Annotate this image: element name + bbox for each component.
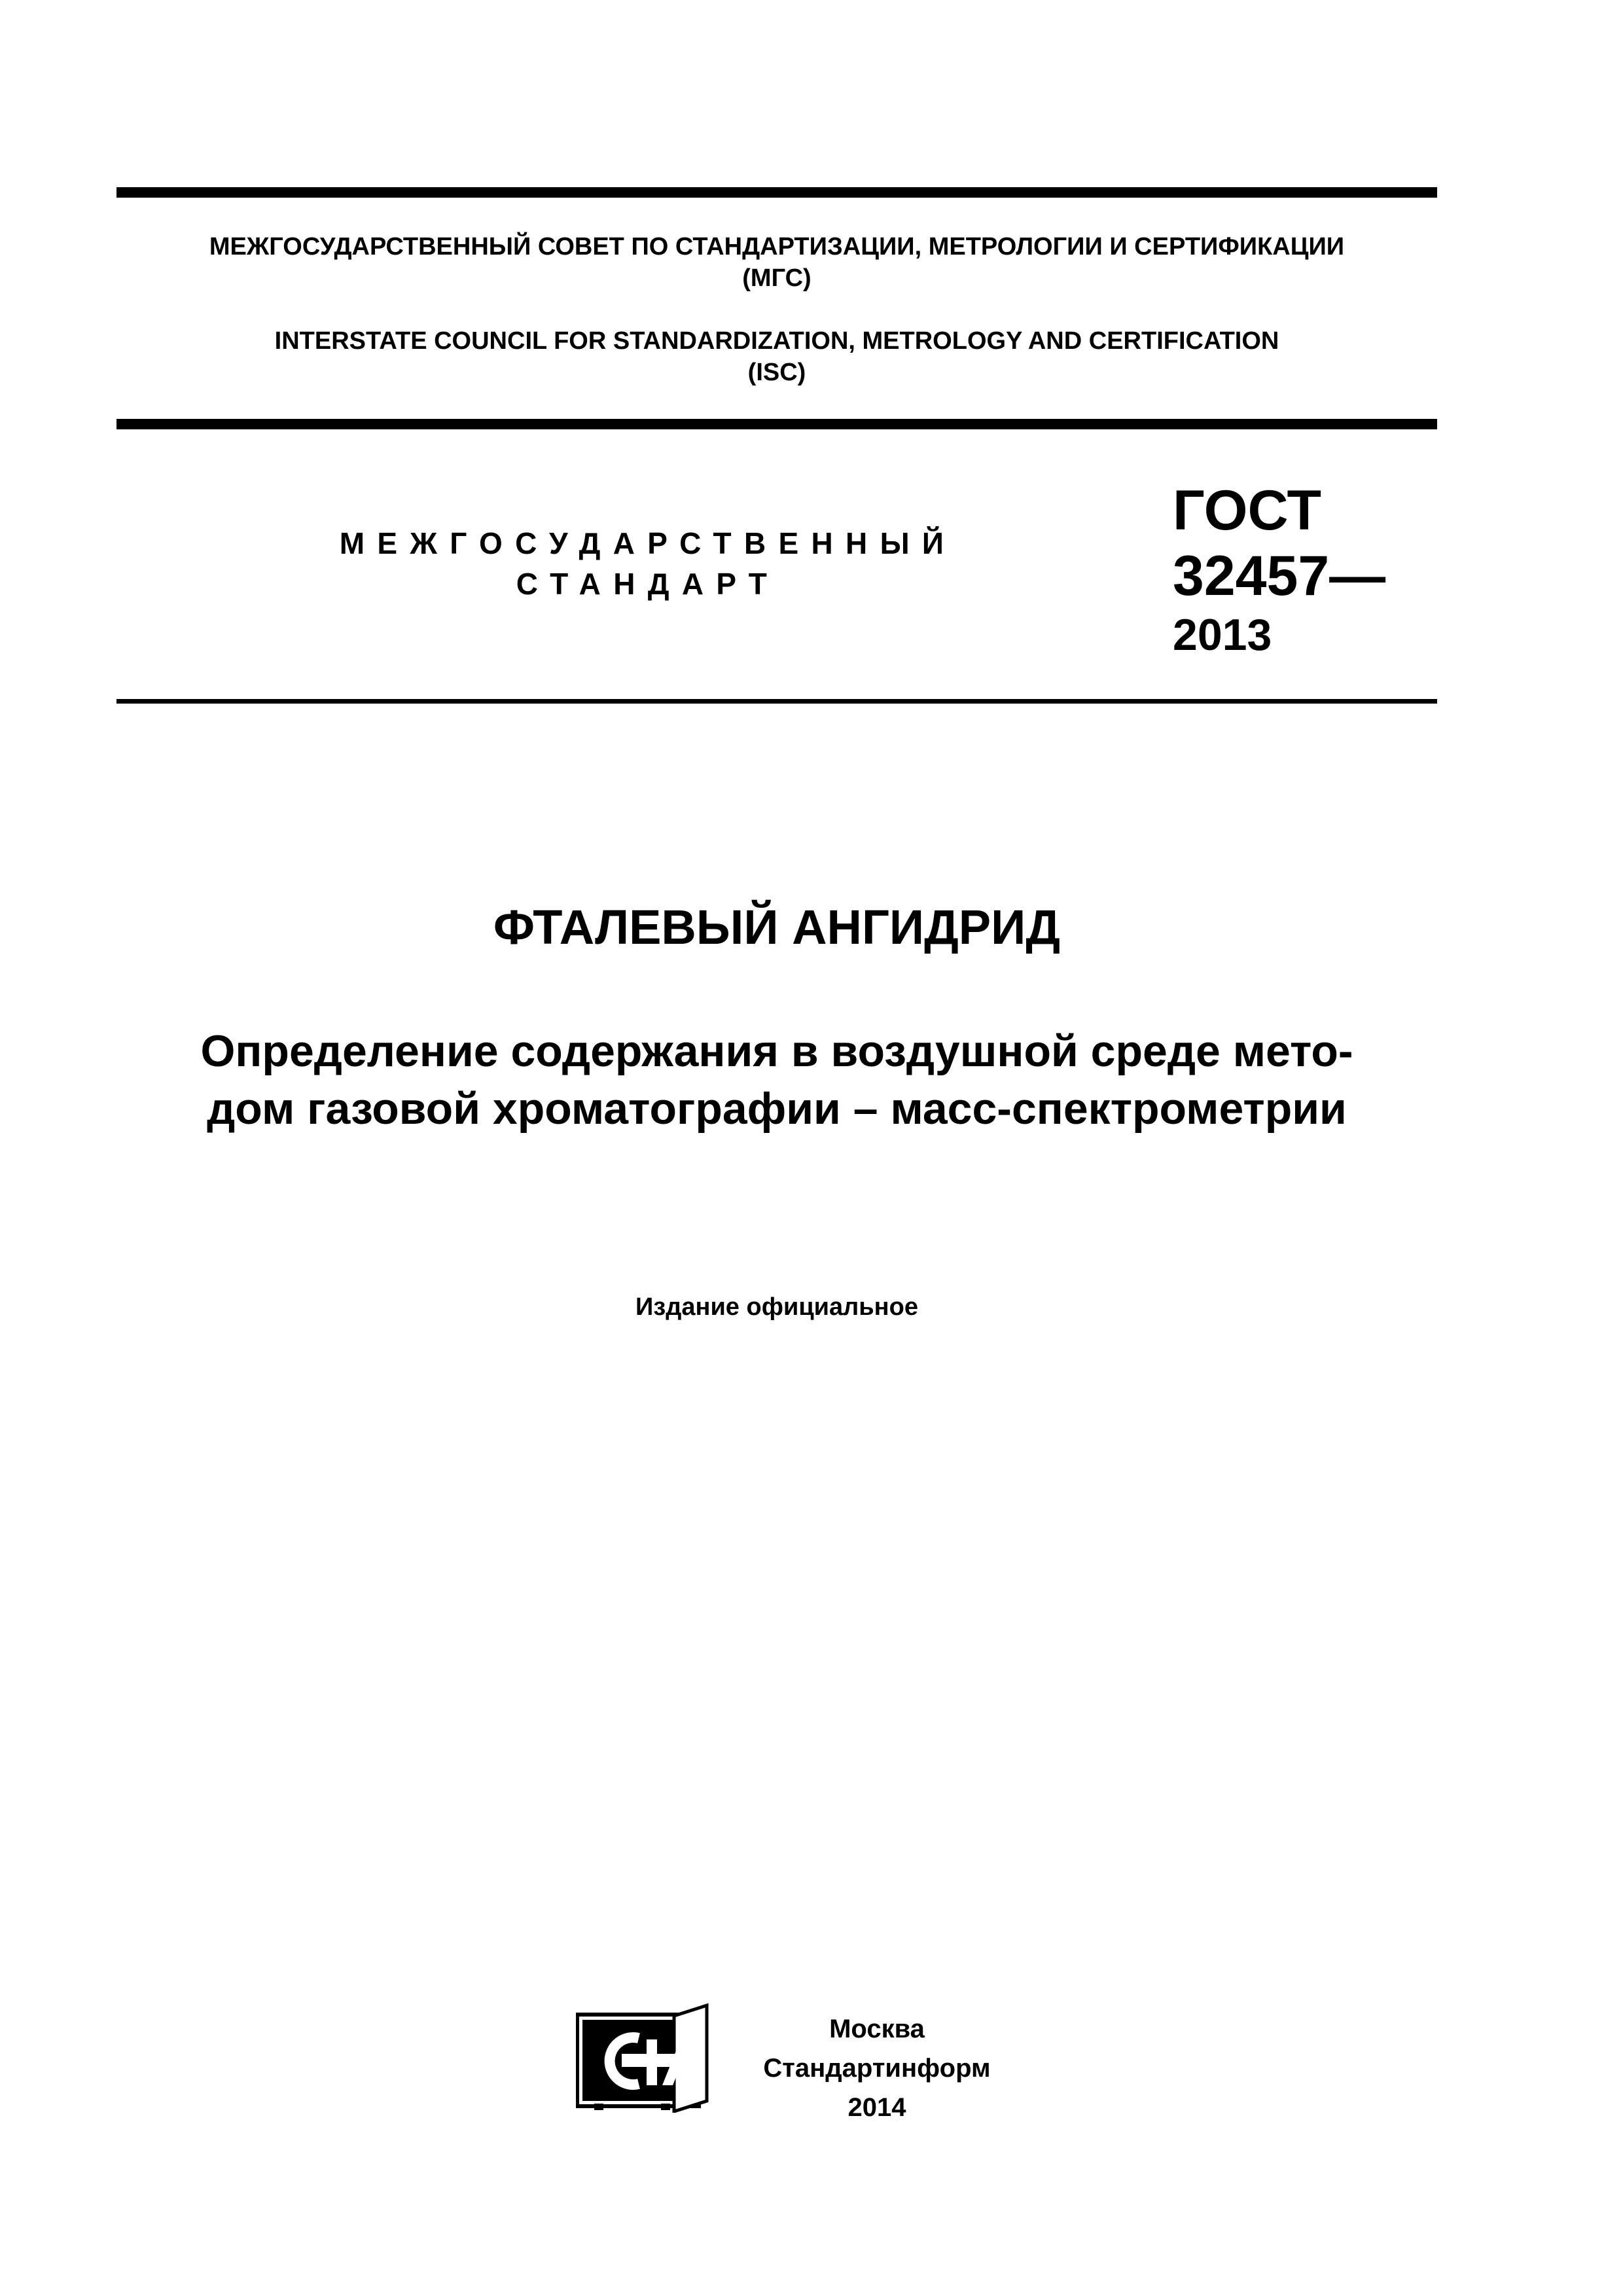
gost-number: 32457— xyxy=(1173,545,1386,607)
top-rule xyxy=(116,187,1437,198)
document-subtitle-line2: дом газовой хроматографии – масс-спектрометрии xyxy=(207,1084,1347,1134)
designation-rule xyxy=(116,699,1437,704)
council-ru-abbr: (МГС) xyxy=(742,264,812,292)
standard-type-line1: МЕЖГОСУДАРСТВЕННЫЙ xyxy=(339,526,957,560)
standard-type-line2: СТАНДАРТ xyxy=(516,567,780,601)
standartinform-logo-icon xyxy=(576,2003,711,2113)
council-en-abbr: (ISC) xyxy=(747,359,806,386)
gost-label: ГОСТ xyxy=(1173,479,1322,542)
document-title: ФТАЛЕВЫЙ АНГИДРИД xyxy=(493,900,1061,954)
imprint-publisher: Стандартинформ xyxy=(763,2054,991,2083)
imprint-year: 2014 xyxy=(847,2093,906,2122)
header-rule xyxy=(116,419,1437,429)
council-en: INTERSTATE COUNCIL FOR STANDARDIZATION, METROLOGY AND CERTIFICATION xyxy=(274,327,1279,355)
council-ru: МЕЖГОСУДАРСТВЕННЫЙ СОВЕТ ПО СТАНДАРТИЗАЦИИ, МЕТРОЛОГИИ И СЕРТИФИКАЦИИ xyxy=(209,233,1345,260)
imprint-city: Москва xyxy=(829,2015,925,2043)
edition-note: Издание официальное xyxy=(635,1293,918,1321)
gost-year: 2013 xyxy=(1173,610,1272,660)
document-subtitle-line1: Определение содержания в воздушной среде мето- xyxy=(200,1026,1353,1076)
